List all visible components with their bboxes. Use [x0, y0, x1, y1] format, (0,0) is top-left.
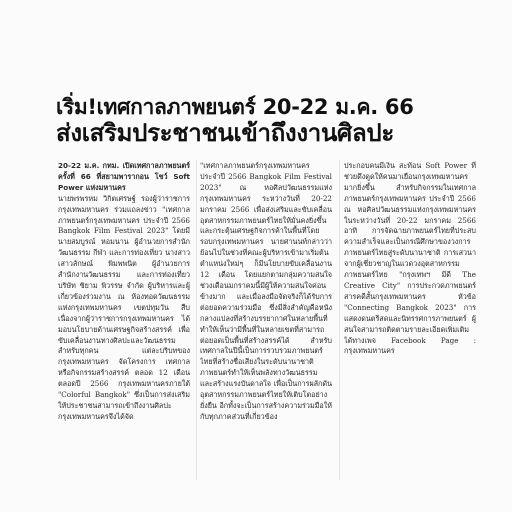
article-body-3: ประกอบคนมีเงิน สะท้อน Soft Power ที่ช่วยดึงดูดให้คนมาเยือนกรุงเทพมหานครมากยิ่งขึ้น สำหรับกิจกรรมในเทศกาลภาพยนตร์กรุงเทพมหานคร ประจำปี 2566 ณ หอศิลปวัฒนธรรมแห่งกรุงเทพมหานคร ในระหว่างวันที่ 20-22 มกราคม 2566 อาทิ การจัดฉายภาพยนตร์ไทยที่ประสบความสำเร็จและเป็นกรณีศึกษาของวงการภาพยนตร์ไทยสู่ระดับนานาชาติ การเสวนาจากผู้เชี่ยวชาญในแวดวงอุตสาหกรรมภาพยนตร์ไทย "กรุงเทพฯ มีดี The Creative City" การประกวดภาพยนตร์สารคดีสั้นกรุงเทพมหานคร หัวข้อ "Connecting Bangkok 2023" การแสดงดนตรีสดและนิทรรศการภาพยนตร์ ผู้สนใจสามารถติดตามรายละเอียดเพิ่มเติมได้ทางเพจ Facebook Page : กรุงเทพมหานคร	[344, 161, 476, 356]
article-lead: 20-22 ม.ค. กทม. เปิดเทศกาลภาพยนตร์ครั้งที่ 66 ที่สยามพารากอน โชว์ Soft Power แห่งมหานคร	[58, 161, 190, 192]
headline-line-2: ส่งเสริมประชาชนเข้าถึงงานศิลปะ	[56, 118, 394, 147]
column-divider	[196, 160, 197, 480]
article-body-1: นายพรพรหม วิกิตเศรษฐ์ รองผู้ว่าราชการกรุงเทพมหานคร ร่วมแถลงข่าว "เทศกาลภาพยนตร์กรุงเทพมหานคร ประจำปี 2566 Bangkok Film Festival 2023" โดยมีนายสมบูรณ์ หอมนาน ผู้อำนวยการสำนักวัฒนธรรม กีฬา และการท่องเที่ยว นางสาวเสาวลักษณ์ พิมพพนิต ผู้อำนวยการสำนักงานวัฒนธรรม และการท่องเที่ยว บริษัท ซิยาม พิวรรษ จำกัด ผู้บริหารและผู้เกี่ยวข้องร่วมงาน ณ ห้องทอดวัฒนธรรมแห่งกรุงเทพมหานคร เขตปทุมวัน สืบเนื่องจากผู้ว่าราชการกรุงเทพมหานคร ได้มอบนโยบายด้านเศรษฐกิจสร้างสรรค์ เพื่อขับเคลื่อนงานทางศิลปะและวัฒนธรรม สำหรับทุกคน แต่ละบริบทของกรุงเทพมหานคร จัดโครงการ เทศกาล หรือกิจกรรมสร้างสรรค์ ตลอด 12 เดือนตลอดปี 2566 กรุงเทพมหานครภายใต้ "Colorful Bangkok" ซึ่งเป็นการส่งเสริมให้ประชาชนสามารถเข้าถึงงานศิลปะ กรุงเทพมหานครจึงได้จัด	[58, 193, 190, 421]
article-headline	[56, 96, 466, 146]
column-divider	[339, 160, 340, 480]
headline-line-1: เริ่ม!เทศกาลภาพยนตร์ 20-22 ม.ค. 66	[56, 95, 414, 119]
article-column-1	[58, 161, 190, 479]
article-column-2	[200, 161, 332, 479]
article-body-2: "เทศกาลภาพยนตร์กรุงเทพมหานคร ประจำปี 2566 Bangkok Film Festival 2023" ณ หอศิลปวัฒนธรรมแห่งกรุงเทพมหานคร ระหว่างวันที่ 20-22 มกราคม 2566 เพื่อส่งเสริมและขับเคลื่อนอุตสาหกรรมภาพยนตร์ไทยให้มั่นคงยิ่งขึ้น และกระตุ้นเศรษฐกิจการค้าในพื้นที่โดยรอบกรุงเทพมหานคร นายศานนท์กล่าวว่า ย้อนไปในช่วงที่คณะผู้บริหารเข้ามาเริ่มต้นตำแหน่งใหม่ๆ ก็มีนโยบายขับเคลื่อนงาน 12 เดือน โดยแยกตามกลุ่มความสนใจ ช่วงเดือนมกราคมนี้มีผู้ให้ความสนใจค่อนข้างมาก และเมื่อลงมือจัดจริงก็ได้รับการต่อยอดความร่วมมือ ซึ่งมีสิ่งสำคัญคือหนังกลางแปลงที่สร้างบรรยากาศในหลายพื้นที่ ทำให้เห็นว่ามีพื้นที่ในหลายเขตที่สามารถต่อยอดเป็นพื้นที่สร้างสรรค์ได้ สำหรับเทศกาลในปีนี้เป็นการรวบรวมภาพยนตร์ไทยที่สร้างชื่อเสียงในระดับนานาชาติ ภาพยนตร์ทำให้เห็นพลังทางวัฒนธรรม และสร้างแรงบันดาลใจ เพื่อเป็นการผลักดันอุตสาหกรรมภาพยนตร์ไทยให้เติบโตอย่างยั่งยืน อีกทั้งจะเป็นการสร้างความร่วมมือให้กับทุกภาคส่วนที่เกี่ยวข้อง	[200, 161, 332, 421]
article-column-3	[344, 161, 476, 391]
